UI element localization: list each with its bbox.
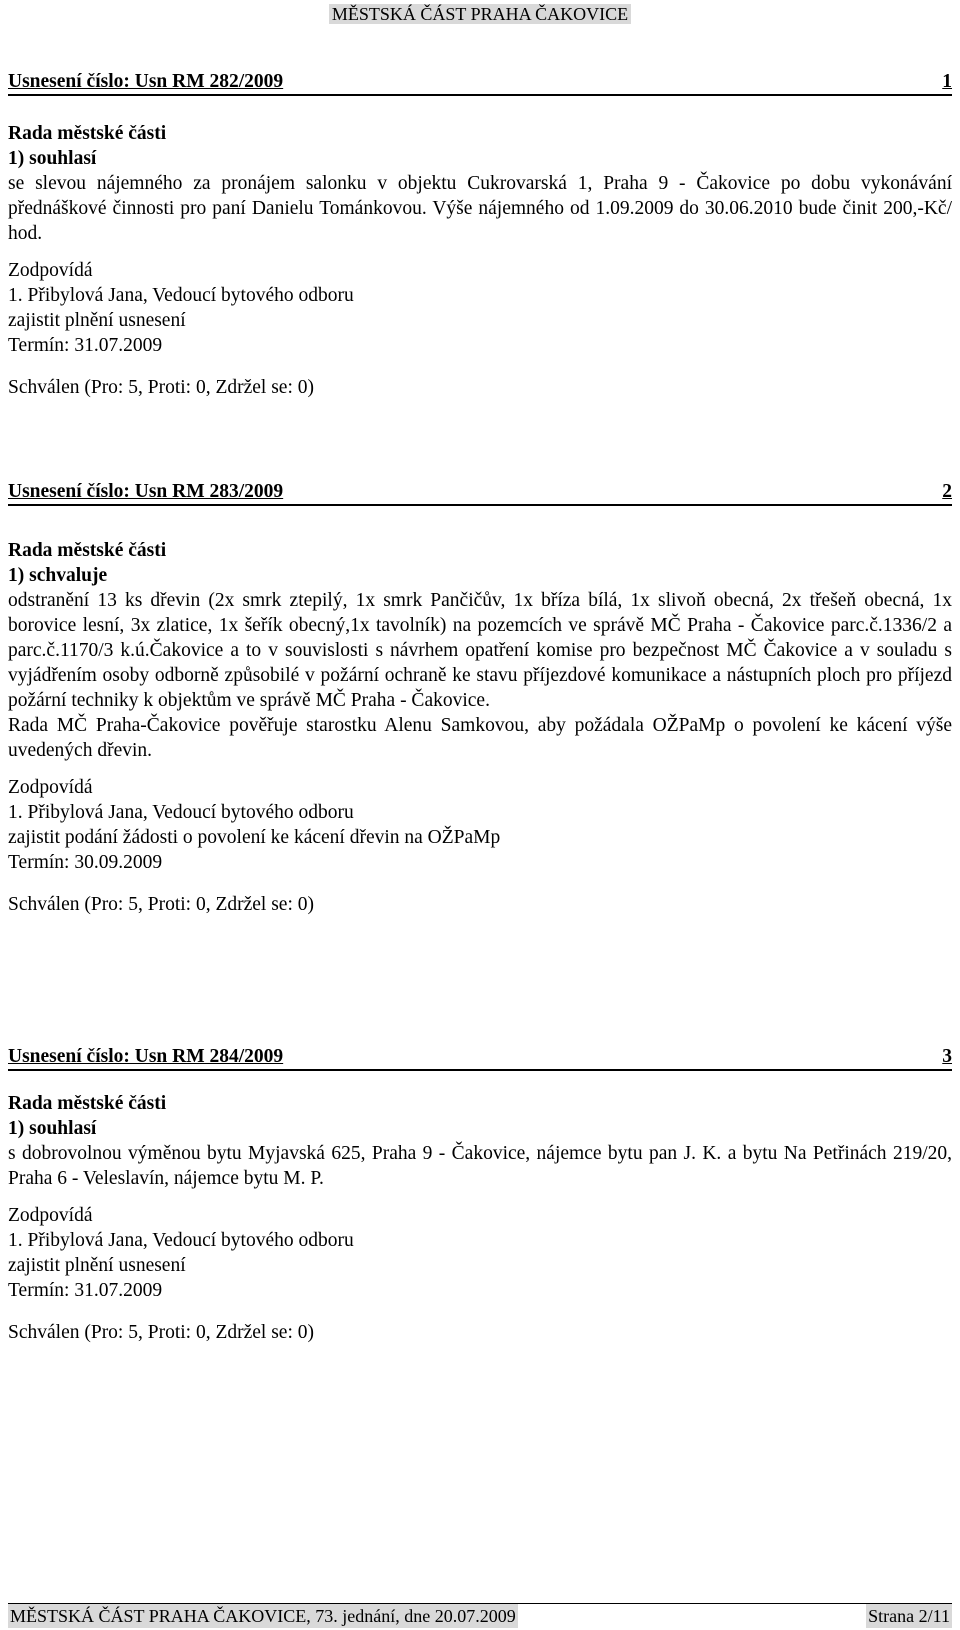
resolution-title <box>8 1045 952 1071</box>
responsible-task: zajistit plnění usnesení <box>8 310 186 331</box>
resolution-deadline: Termín: 30.09.2009 <box>8 852 163 873</box>
responsible-person: 1. Přibylová Jana, Vedoucí bytového odboru <box>8 802 354 823</box>
responsible-label: Zodpovídá <box>8 1205 93 1226</box>
resolution-deadline: Termín: 31.07.2009 <box>8 1280 163 1301</box>
resolution-title <box>8 480 952 506</box>
resolution-block <box>8 70 952 400</box>
responsible-person: 1. Přibylová Jana, Vedoucí bytového odboru <box>8 1230 354 1251</box>
responsible-task: zajistit podání žádosti o povolení ke kácení dřevin na OŽPaMp <box>8 827 501 848</box>
responsible-label: Zodpovídá <box>8 260 93 281</box>
resolution-block <box>8 480 952 917</box>
resolution-action: 1) souhlasí <box>8 1118 97 1139</box>
page-header <box>0 2 960 27</box>
resolution-vote: Schválen (Pro: 5, Proti: 0, Zdržel se: 0) <box>8 894 314 915</box>
resolution-text: se slevou nájemného za pronájem salonku v objektu Cukrovarská 1, Praha 9 - Čakovice po dobu vykonávání přednáškové činnosti pro paní Danielu Tománkovou. Výše nájemného od 1.09.2009 do 30.06.2010 bude činit 200,-Kč/ hod. <box>8 173 952 244</box>
page-footer <box>8 1603 952 1628</box>
responsible-task: zajistit plnění usnesení <box>8 1255 186 1276</box>
resolution-number: 1 <box>942 71 952 92</box>
footer-page-number: Strana 2/11 <box>868 1606 950 1626</box>
resolution-extra: Rada MČ Praha-Čakovice pověřuje starostku Alenu Samkovou, aby požádala OŽPaMp o povolení ke kácení výše uvedených dřevin. <box>8 715 952 761</box>
resolution-vote: Schválen (Pro: 5, Proti: 0, Zdržel se: 0) <box>8 1322 314 1343</box>
resolution-action: 1) schvaluje <box>8 565 108 586</box>
resolution-title-text: Usnesení číslo: Usn RM 284/2009 <box>8 1046 284 1067</box>
resolution-text: s dobrovolnou výměnou bytu Myjavská 625, Praha 9 - Čakovice, nájemce bytu pan J. K. a bytu Na Petřinách 219/20, Praha 6 - Veleslavín, nájemce bytu M. P. <box>8 1143 952 1189</box>
responsible-person: 1. Přibylová Jana, Vedoucí bytového odboru <box>8 285 354 306</box>
resolution-block <box>8 1045 952 1345</box>
resolution-vote: Schválen (Pro: 5, Proti: 0, Zdržel se: 0) <box>8 377 314 398</box>
resolution-number: 3 <box>942 1046 952 1067</box>
resolution-title <box>8 70 952 96</box>
resolution-text: odstranění 13 ks dřevin (2x smrk ztepilý, 1x smrk Pančičův, 1x bříza bílá, 1x slivoň obecná, 2x třešeň obecná, 1x borovice lesní, 3x zlatice, 1x šeřík obecný,1x tavolník) na pozemcích ve správě MČ Praha - Čakovice parc.č.1336/2 a parc.č.1170/3 k.ú.Čakovice a to v souvislosti s návrhem opatření komise pro bezpečnost MČ Čakovice a v souladu s vyjádřením osoby odborně způsobilé v požární ochraně ke stavu příjezdové komunikace a nástupních ploch pro příjezd požární techniky k objektům ve správě MČ Praha - Čakovice. <box>8 590 952 711</box>
resolution-deadline: Termín: 31.07.2009 <box>8 335 163 356</box>
resolution-body: Rada městské části <box>8 540 167 561</box>
footer-session-info: MĚSTSKÁ ČÁST PRAHA ČAKOVICE, 73. jednání, dne 20.07.2009 <box>10 1606 516 1626</box>
resolution-action: 1) souhlasí <box>8 148 97 169</box>
resolution-title-text: Usnesení číslo: Usn RM 283/2009 <box>8 481 284 502</box>
responsible-label: Zodpovídá <box>8 777 93 798</box>
resolution-title-text: Usnesení číslo: Usn RM 282/2009 <box>8 71 284 92</box>
resolution-number: 2 <box>942 481 952 502</box>
resolution-body: Rada městské části <box>8 1093 167 1114</box>
resolution-body: Rada městské části <box>8 123 167 144</box>
header-org: MĚSTSKÁ ČÁST PRAHA ČAKOVICE <box>329 4 631 24</box>
